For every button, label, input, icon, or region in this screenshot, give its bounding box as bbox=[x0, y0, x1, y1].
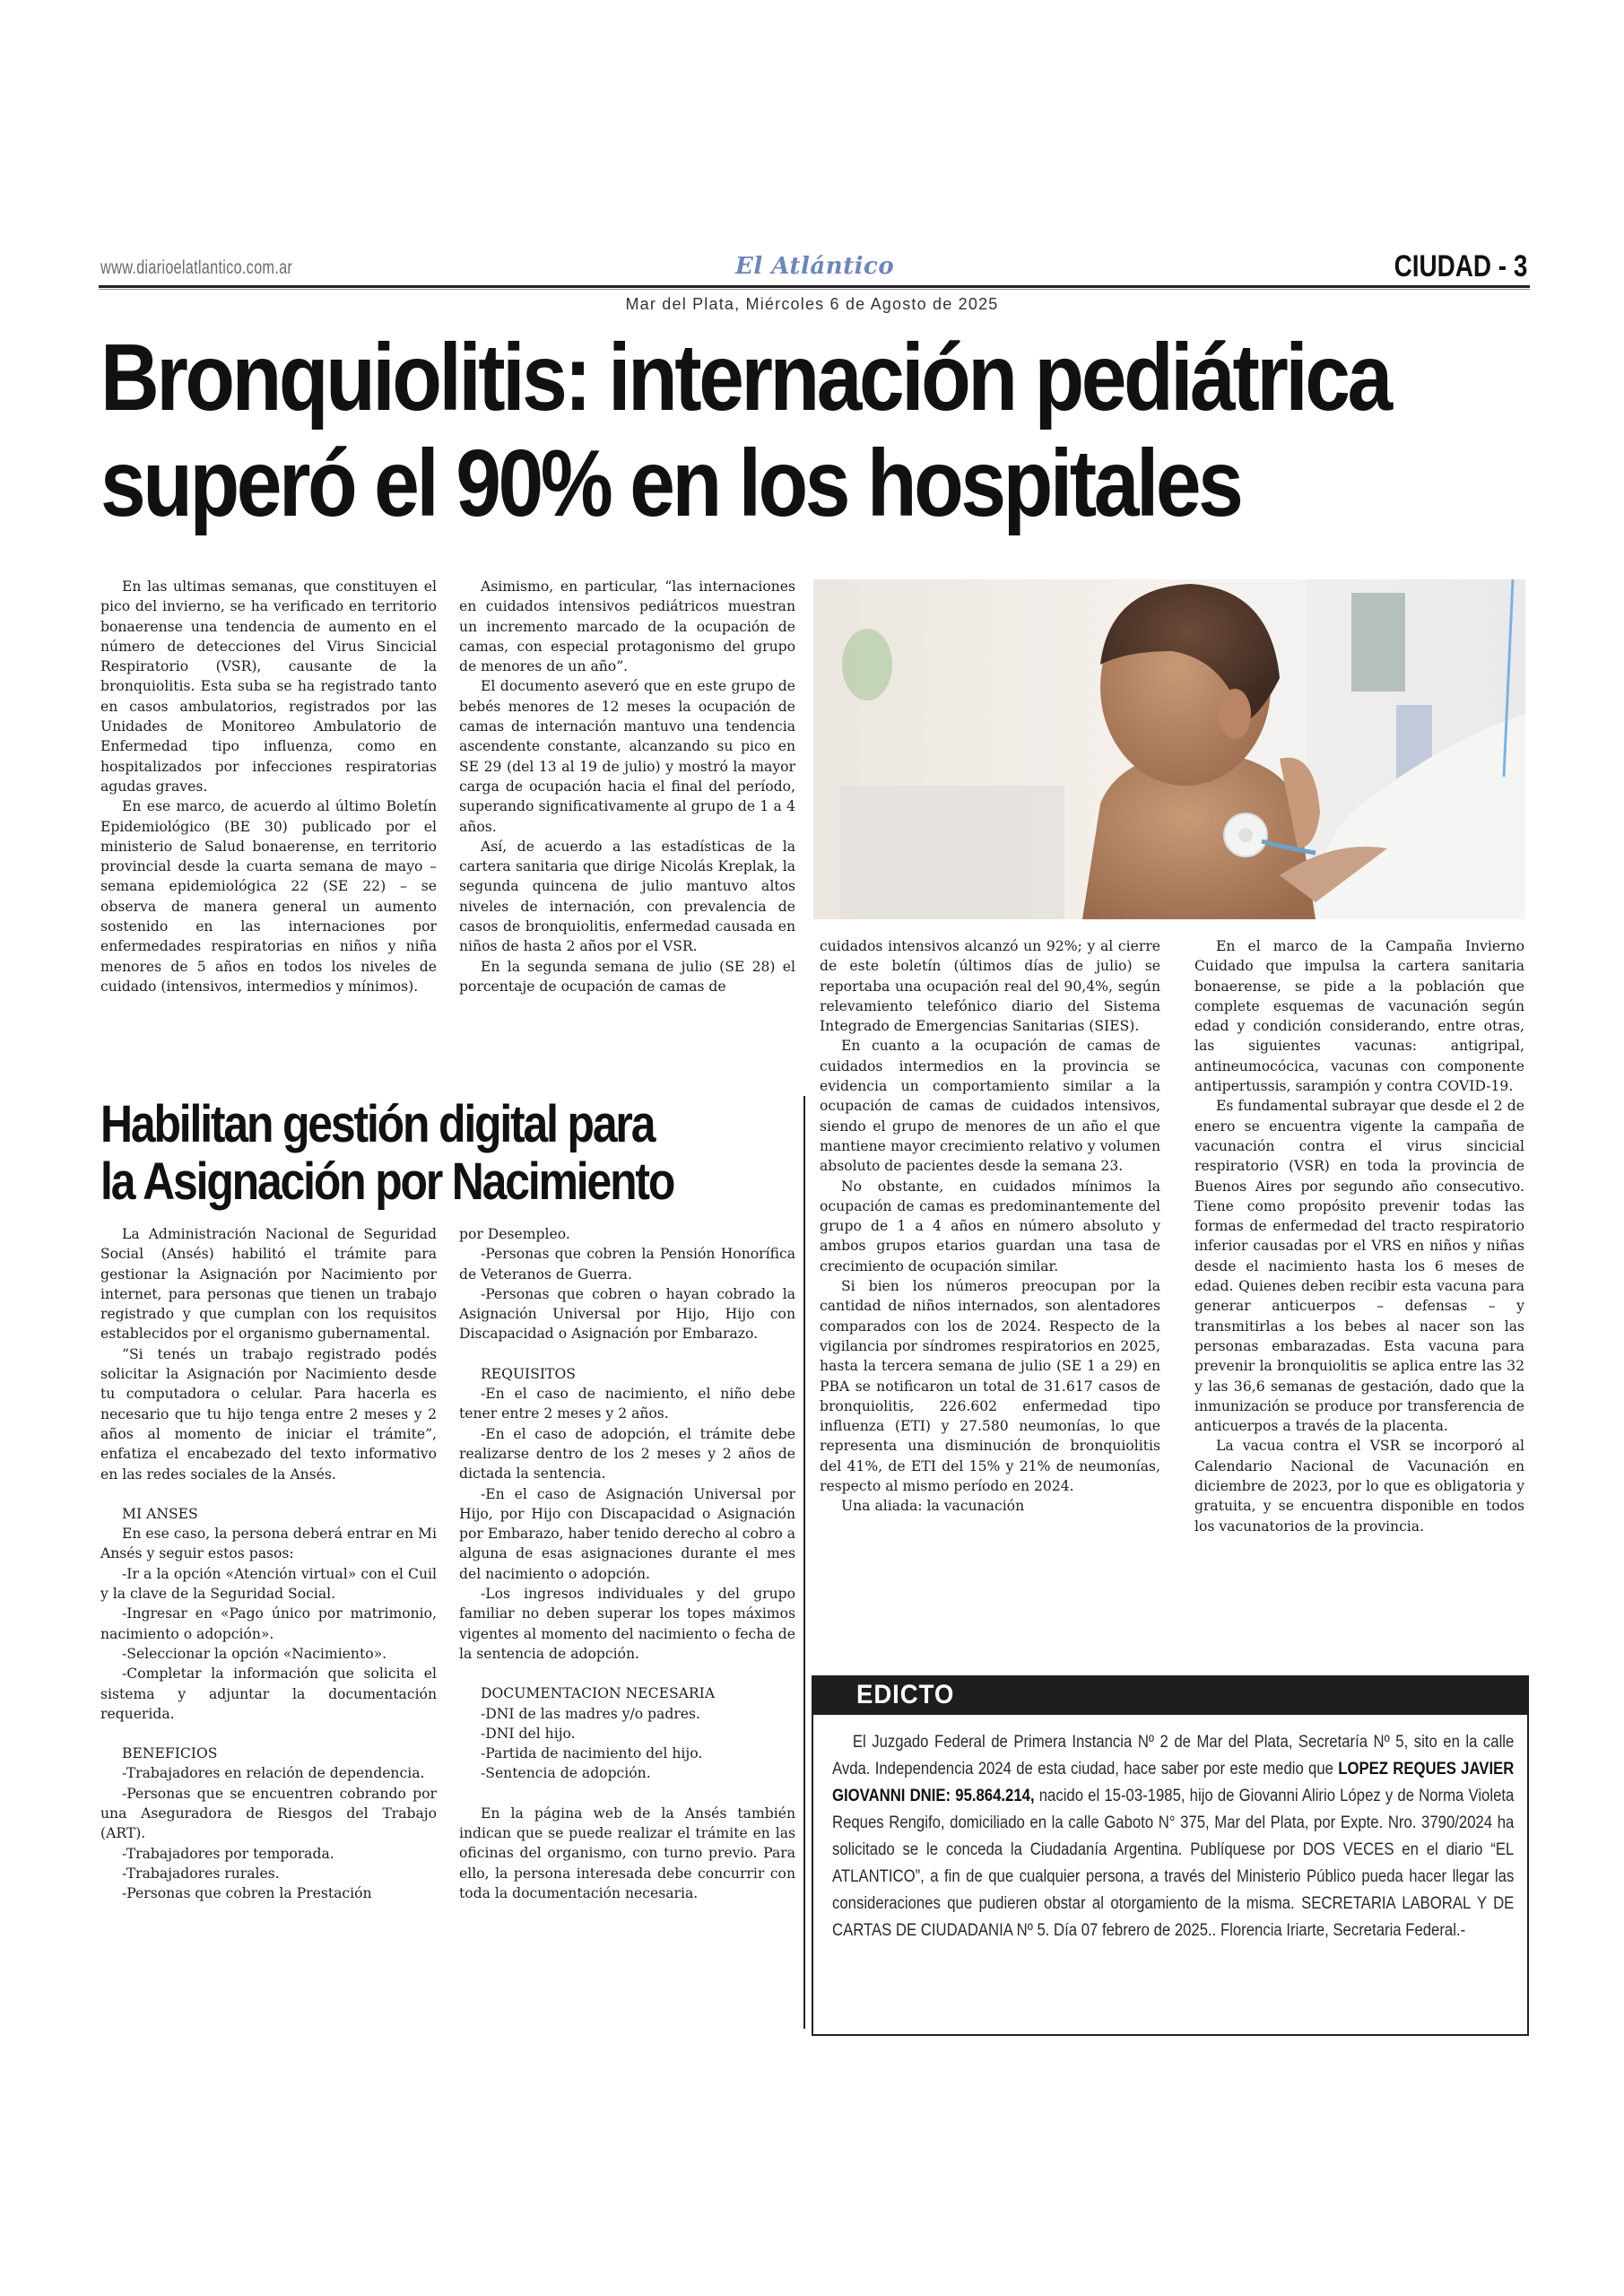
list-item: -DNI de las madres y/o padres. bbox=[481, 1705, 700, 1722]
newspaper-logo: El Atlántico bbox=[735, 253, 895, 280]
edicto-title: EDICTO bbox=[856, 1680, 955, 1709]
list-item: -Completar la información que solicita el sistema y adjuntar la documentación requerida. bbox=[100, 1665, 437, 1722]
list-item: -Ir a la opción «Atención virtual» con el Cuil y la clave de la Seguridad Social. bbox=[100, 1565, 437, 1603]
site-url[interactable]: www.diarioelatlantico.com.ar bbox=[100, 257, 293, 278]
list-item-continued: por Desempleo. bbox=[459, 1226, 570, 1242]
list-item: -Personas que se encuentren cobrando por una Aseguradora de Riesgos del Trabajo (ART). bbox=[100, 1785, 437, 1842]
secondary-headline-line-1: Habilitan gestión digital para bbox=[100, 1095, 655, 1153]
list-item: -Trabajadores en relación de dependencia. bbox=[122, 1765, 425, 1782]
article2-column-1 bbox=[100, 1224, 437, 1904]
paragraph: Es fundamental subrayar que desde el 2 de enero se encuentra vigente la campaña de vacunación contra el virus sincicial respiratorio (VSR) en toda la provincia de Buenos Aires por segundo año consecutivo. Tiene como propósito prevenir todas las formas de enfermedad del tracto respiratorio inferior causadas por el VRS en niños y niñas desde el nacimiento hasta los 6 meses de edad. Quienes deben recibir esta vacuna para generar anticuerpos – defensas – y transmitirlas a los bebes al nacer son las personas embarazadas. Esta vacuna para prevenir la bronquiolitis se aplica entre las 32 y las 36,6 semanas de gestación, dado que la inmunización se produce por transferencia de anticuerpos a través de la placenta. bbox=[1194, 1098, 1524, 1435]
baby-stethoscope-photo bbox=[813, 579, 1525, 919]
section-title-mi-anses: MI ANSES bbox=[122, 1505, 198, 1522]
paragraph: En el marco de la Campaña Invierno Cuidado que impulsa la cartera sanitaria bonaerense, se pide a la población que complete esquemas de vacunación según edad y condición considerando, entre otras, las siguientes vacunas: antigripal, antineumocócica, vacunas con componente antipertussis, sarampión y contra COVID-19. bbox=[1194, 938, 1524, 1095]
edicto-bold-name: LOPEZ REQUES JAVIER GIOVANNI DNIE: 95.864.214, bbox=[832, 1760, 1515, 1805]
article1-column-4 bbox=[1194, 936, 1524, 1536]
paragraph: Así, de acuerdo a las estadísticas de la cartera sanitaria que dirige Nicolás Kreplak, la segunda quincena de julio mantuvo altos niveles de internación, con prevalencia de casos de bronquiolitis, enfermedad causada en niños de hasta 2 años por el VSR. bbox=[459, 838, 795, 955]
paragraph: En las ultimas semanas, que constituyen el pico del invierno, se ha verificado en territorio bonaerense una tendencia de aumento en el número de detecciones del Virus Sincicial Respiratorio (VSR), causante de la bronquiolitis. Esta suba se ha registrado tanto en casos ambulatorios, registrados por las Unidades de Monitoreo Ambulatorio de Enfermedad tipo influenza, como en hospitalizados por infecciones respiratorias agudas graves. bbox=[100, 578, 437, 795]
list-item: -Trabajadores rurales. bbox=[122, 1865, 280, 1882]
list-item: -Ingresar en «Pago único por matrimonio, nacimiento o adopción». bbox=[100, 1605, 437, 1642]
list-item: -Seleccionar la opción «Nacimiento». bbox=[122, 1645, 387, 1662]
header-rule-thin bbox=[99, 289, 1530, 290]
main-headline-line-2: superó el 90% en los hospitales bbox=[100, 430, 1241, 536]
list-item: -Sentencia de adopción. bbox=[481, 1765, 651, 1782]
paragraph: En ese marco, de acuerdo al último Boletín Epidemiológico (BE 30) publicado por el ministerio de Salud bonaerense, en territorio provincial desde la cuarta semana de mayo – semana epidemiológica 22 (SE 22) – se observa de manera general un aumento sostenido en las internaciones por enfermedades respiratorias en niños y niña menores de 5 años en todos los niveles de cuidado (intensivos, intermedios y mínimos). bbox=[100, 798, 437, 995]
article1-column-1 bbox=[100, 577, 437, 996]
paragraph: La vacua contra el VSR se incorporó al Calendario Nacional de Vacunación en diciembre de 2023, por lo que es obligatoria y gratuita, y se encuentra disponible en todos los vacunatorios de la provincia. bbox=[1194, 1438, 1524, 1535]
paragraph: Asimismo, en particular, “las internaciones en cuidados intensivos pediátricos muestran un incremento marcado de la ocupación de camas, con especial protagonismo del grupo de menores de un año”. bbox=[459, 578, 795, 675]
header-rule bbox=[99, 285, 1530, 288]
paragraph: La Administración Nacional de Seguridad Social (Ansés) habilitó el trámite para gestionar la Asignación por Nacimiento por internet, para personas que tienen un trabajo registrado y que cumplan con los requisitos establecidos por el organismo gubernamental. bbox=[100, 1226, 437, 1343]
list-item: -Partida de nacimiento del hijo. bbox=[481, 1745, 703, 1762]
paragraph: En la segunda semana de julio (SE 28) el porcentaje de ocupación de camas de bbox=[459, 958, 795, 995]
article2-column-2 bbox=[459, 1224, 795, 1903]
issue-date: Mar del Plata, Miércoles 6 de Agosto de 2025 bbox=[625, 295, 999, 313]
article1-column-2 bbox=[459, 577, 795, 996]
list-item: En ese caso, la persona deberá entrar en Mi Ansés y seguir estos pasos: bbox=[100, 1526, 437, 1562]
list-item: -Los ingresos individuales y del grupo familiar no deben superar los topes máximos vigentes al momento del nacimiento o fecha de la sentencia de adopción. bbox=[459, 1586, 795, 1662]
main-headline-line-1: Bronquiolitis: internación pediátrica bbox=[100, 325, 1390, 430]
section-title-beneficios: BENEFICIOS bbox=[122, 1745, 218, 1762]
main-headline bbox=[100, 325, 1390, 536]
edicto-body bbox=[832, 1729, 1514, 1944]
photo-illustration bbox=[813, 579, 1525, 919]
article1-column-3 bbox=[820, 936, 1160, 1517]
paragraph: En la página web de la Ansés también indican que se puede realizar el trámite en las oficinas del organismo, con turno previo. Para ello, la persona interesada debe concurrir con toda la documentación necesaria. bbox=[459, 1805, 795, 1901]
section-label: CIUDAD - 3 bbox=[1394, 249, 1527, 283]
paragraph: El documento aseveró que en este grupo de bebés menores de 12 meses la ocupación de camas de internación mantuvo una tendencia ascendente constante, alcanzando su pico en SE 29 (del 13 al 19 de julio) y mostró la mayor carga de ocupación hacia el final del período, superando significativamente al grupo de 1 a 4 años. bbox=[459, 678, 795, 835]
paragraph: Si bien los números preocupan por la cantidad de niños internados, son alentadores comparados con los de 2024. Respecto de la vigilancia por síndromes respiratorios en 2025, hasta la tercera semana de julio (SE 1 a 29) en PBA se notificaron un total de 31.617 casos de bronquiolitis, 226.602 enfermedad tipo influenza (ETI) y 27.580 neumonías, lo que representa una disminución de bronquiolitis del 41%, de ETI del 15% y 21% de neumonías, respecto al mismo período en 2024. bbox=[820, 1278, 1160, 1495]
paragraph: No obstante, en cuidados mínimos la ocupación de camas es predominantemente del grupo de 1 a 4 años en número absoluto y ambos grupos etarios guardan una tasa de crecimiento de ocupación similar. bbox=[820, 1178, 1160, 1274]
list-item: -En el caso de nacimiento, el niño debe tener entre 2 meses y 2 años. bbox=[459, 1386, 795, 1422]
edicto-paragraph bbox=[832, 1729, 1514, 1944]
secondary-headline bbox=[100, 1096, 717, 1211]
list-item: -DNI del hijo. bbox=[481, 1725, 576, 1742]
secondary-headline-line-2: la Asignación por Nacimiento bbox=[100, 1152, 674, 1211]
paragraph: En cuanto a la ocupación de camas de cuidados intermedios en la provincia se evidencia un comportamiento similar a la ocupación de camas de cuidados intensivos, siendo el grupo de menores de un año el que mantiene mayor crecimiento relativo y volumen absoluto de pacientes desde la semana 23. bbox=[820, 1038, 1160, 1175]
list-item: -En el caso de adopción, el trámite debe realizarse dentro de los 2 meses y 2 años de dictada la sentencia. bbox=[459, 1425, 795, 1483]
list-item: -Personas que cobren la Prestación bbox=[122, 1885, 372, 1902]
section-title-requisitos: REQUISITOS bbox=[481, 1365, 576, 1382]
paragraph: “Si tenés un trabajo registrado podés solicitar la Asignación por Nacimiento desde tu computadora o celular. Para hacerla es necesario que tu hijo tenga entre 2 meses y 2 años al momento de iniciar el trámite”, enfatiza el encabezado del texto informativo en las redes sociales de la Ansés. bbox=[100, 1345, 437, 1483]
edicto-text-before: El Juzgado Federal de Primera Instancia Nº 2 de Mar del Plata, Secretaría Nº 5, sito en la calle Avda. Independencia 2024 de esta ciudad, hace saber por este medio que bbox=[832, 1733, 1515, 1779]
list-item: -Trabajadores por temporada. bbox=[122, 1845, 334, 1862]
list-item: -Personas que cobren o hayan cobrado la Asignación Universal por Hijo, Hijo con Discapacidad o Asignación por Embarazo. bbox=[459, 1285, 795, 1343]
subheading-vacunacion: Una aliada: la vacunación bbox=[841, 1498, 1025, 1515]
list-item: -En el caso de Asignación Universal por Hijo, por Hijo con Discapacidad o Asignación por Embarazo, haber tenido derecho al cobro a alguna de esas asignaciones durante el mes del nacimiento o adopción. bbox=[459, 1485, 795, 1582]
list-item: -Personas que cobren la Pensión Honorífica de Veteranos de Guerra. bbox=[459, 1246, 795, 1283]
column-divider bbox=[803, 1096, 805, 2029]
section-title-documentacion: DOCUMENTACION NECESARIA bbox=[481, 1685, 716, 1702]
edicto-text-after: nacido el 15-03-1985, hijo de Giovanni Alirio López y de Norma Violeta Reques Rengifo, domiciliado en la calle Gaboto N° 375, Mar del Plata, por Expte. Nro. 3790/2024 ha solicitado se le conceda la Ciudadanía Argentina. Publíquese por DOS VECES en el diario “EL ATLANTICO”, a fin de que cualquier persona, a través del Ministerio Público pueda hacer llegar las consideraciones que pudieren obstar al otorgamiento de la misma. SECRETARIA LABORAL Y DE CARTAS DE CIUDADANIA Nº 5. Día 07 febrero de 2025.. Florencia Iriarte, Secretaria Federal.- bbox=[832, 1787, 1515, 1940]
paragraph-continued: cuidados intensivos alcanzó un 92%; y al cierre de este boletín (últimos días de julio) se reportaba una ocupación real del 90,4%, según relevamiento telefónico diario del Sistema Integrado de Emergencias Sanitarias (SIES). bbox=[820, 938, 1160, 1035]
